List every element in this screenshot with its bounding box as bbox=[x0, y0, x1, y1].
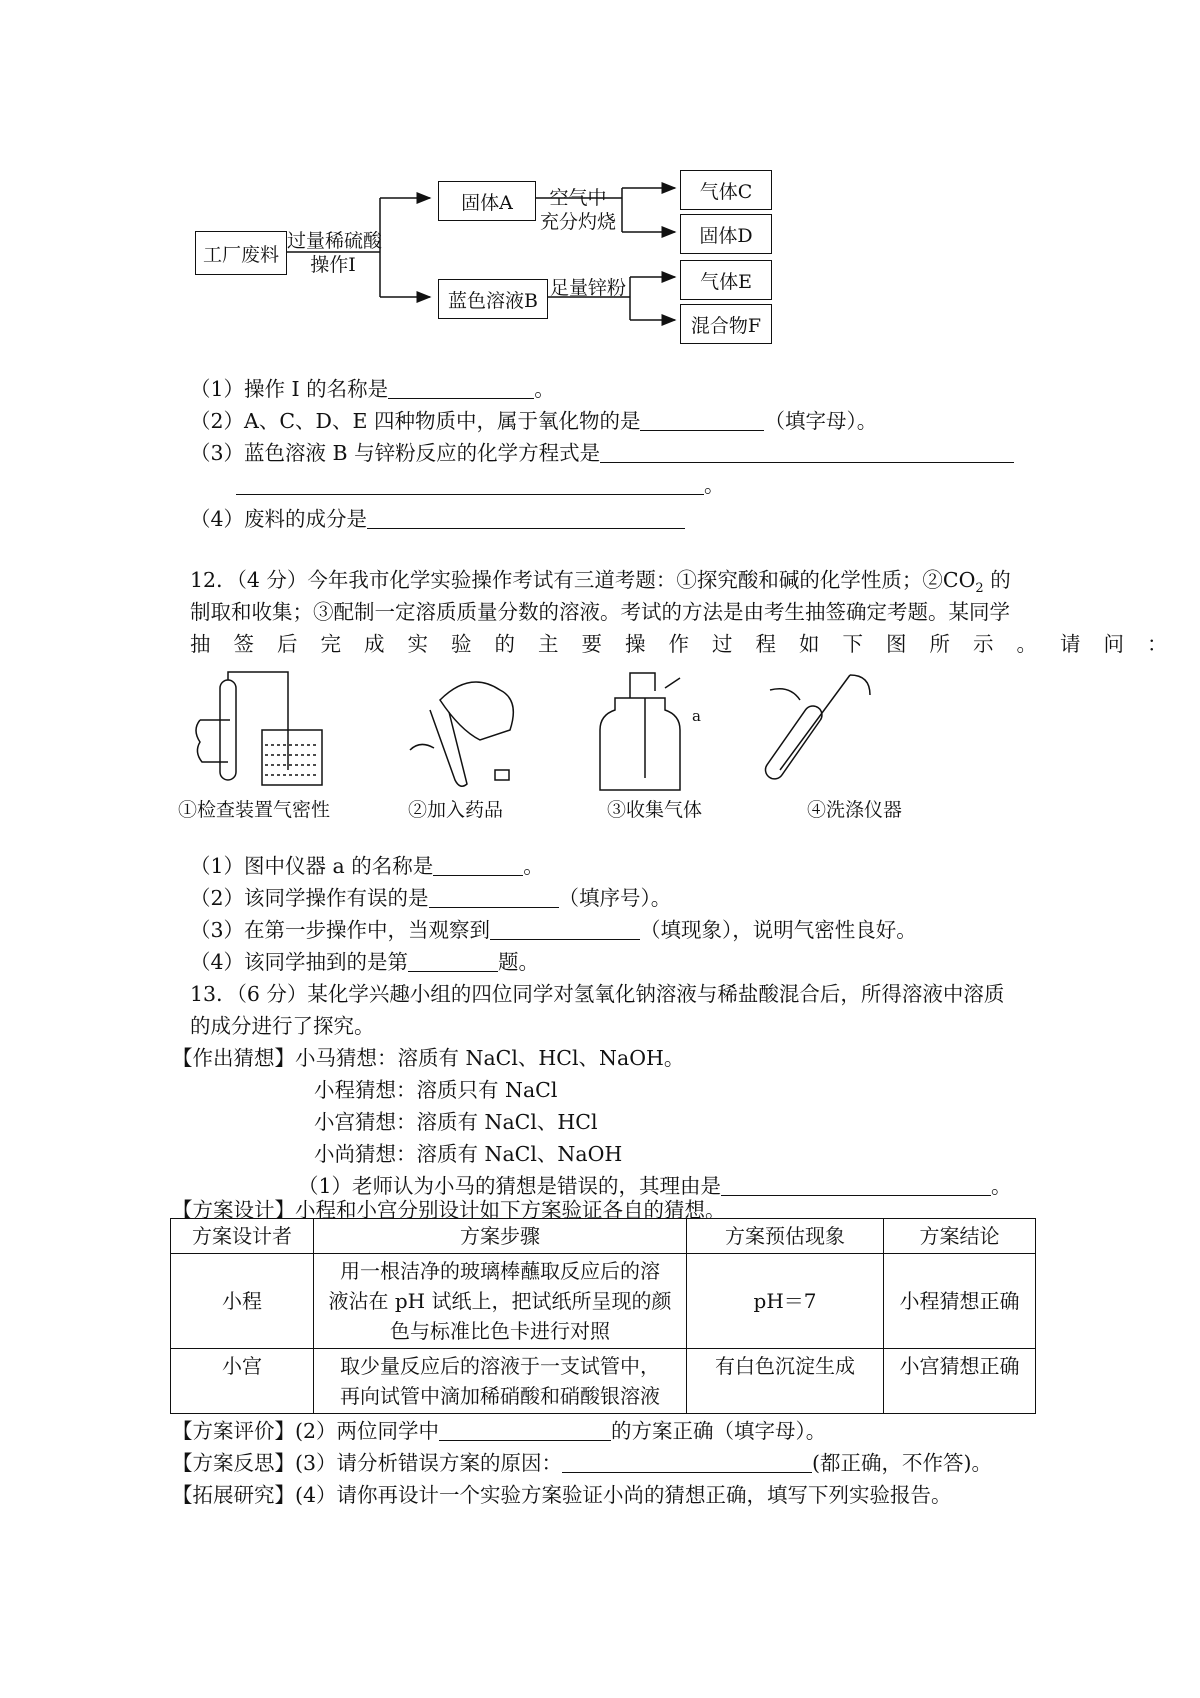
steps-cell bbox=[314, 1349, 687, 1414]
answer-blank[interactable] bbox=[236, 474, 704, 495]
q12-q3-text: （3）在第一步操作中，当观察到 bbox=[190, 918, 491, 942]
answer-blank[interactable] bbox=[562, 1452, 812, 1473]
caption-step-3: ③收集气体 bbox=[607, 799, 703, 821]
table-header: 方案结论 bbox=[884, 1219, 1036, 1254]
q12-subscript: 2 bbox=[975, 581, 984, 597]
q11-q1-text: （1）操作 I 的名称是 bbox=[190, 377, 389, 401]
flow-label-op1: 操作I bbox=[310, 254, 356, 276]
q11-question-3 bbox=[190, 436, 1014, 466]
table-row bbox=[171, 1254, 1036, 1349]
q12-question-1 bbox=[190, 849, 544, 879]
flow-blue-solution-b: 蓝色溶液B bbox=[438, 279, 548, 319]
table-header-row bbox=[171, 1219, 1036, 1254]
flow-solid-d: 固体D bbox=[680, 214, 772, 254]
q11-question-2 bbox=[190, 404, 877, 434]
answer-blank[interactable] bbox=[640, 410, 764, 431]
q12-question-3 bbox=[190, 913, 917, 943]
caption-step-1: ①检查装置气密性 bbox=[178, 799, 331, 821]
flow-gas-e: 气体E bbox=[680, 260, 772, 300]
washing-drawing bbox=[762, 675, 870, 782]
steps-cell bbox=[314, 1254, 687, 1349]
q13-evaluation bbox=[172, 1414, 826, 1444]
q13-extension: 【拓展研究】(4）请你再设计一个实验方案验证小尚的猜想正确，填写下列实验报告。 bbox=[172, 1483, 952, 1507]
q11-q3-text: （3）蓝色溶液 B 与锌粉反应的化学方程式是 bbox=[190, 441, 601, 465]
table-row bbox=[171, 1349, 1036, 1414]
caption-step-2: ②加入药品 bbox=[408, 799, 504, 821]
q12-q2-text: （2）该同学操作有误的是 bbox=[190, 886, 429, 910]
q11-question-4 bbox=[190, 502, 685, 532]
q12-question-4 bbox=[190, 945, 539, 975]
q13-guess-head: 【作出猜想】小马猜想：溶质有 NaCl、HCl、NaOH。 bbox=[172, 1046, 685, 1070]
answer-blank[interactable] bbox=[439, 1420, 611, 1441]
answer-blank[interactable] bbox=[429, 887, 559, 908]
table-header: 方案预估现象 bbox=[687, 1219, 884, 1254]
flowchart-connectors bbox=[0, 0, 1200, 360]
conclusion-cell: 小程猜想正确 bbox=[884, 1254, 1036, 1349]
answer-blank[interactable] bbox=[433, 855, 523, 876]
q11-q4-text: （4）废料的成分是 bbox=[190, 507, 368, 531]
answer-blank[interactable] bbox=[721, 1175, 991, 1196]
q13-reflect-text: 【方案反思】(3）请分析错误方案的原因： bbox=[172, 1451, 563, 1475]
flow-label-burn: 充分灼烧 bbox=[539, 211, 616, 233]
designer-cell: 小宫 bbox=[171, 1349, 314, 1414]
flow-label-zinc: 足量锌粉 bbox=[549, 277, 626, 299]
answer-blank[interactable] bbox=[600, 442, 1014, 463]
q13-q1-text: （1）老师认为小马的猜想是错误的，其理由是 bbox=[298, 1174, 722, 1198]
answer-blank[interactable] bbox=[490, 919, 640, 940]
flow-label-acid: 过量稀硫酸 bbox=[287, 230, 383, 252]
q12-question-2 bbox=[190, 881, 671, 911]
adding-reagent-drawing bbox=[410, 682, 513, 786]
conclusion-cell: 小宫猜想正确 bbox=[884, 1349, 1036, 1414]
phenomenon-cell: pH＝7 bbox=[687, 1254, 884, 1349]
step-line: 液沾在 pH 试纸上，把试纸所呈现的颜 bbox=[328, 1289, 672, 1313]
flow-gas-c: 气体C bbox=[680, 170, 772, 210]
q12-intro-2: 制取和收集；③配制一定溶质质量分数的溶液。考试的方法是由考生抽签确定考题。某同学 bbox=[190, 600, 1010, 624]
q11-question-1 bbox=[190, 372, 555, 402]
step-line: 取少量反应后的溶液于一支试管中， bbox=[340, 1354, 660, 1378]
q12-intro-end: 的 bbox=[983, 568, 1011, 592]
q11-q2-text: （2）A、C、D、E 四种物质中，属于氧化物的是 bbox=[190, 409, 641, 433]
q13-guess-2: 小程猜想：溶质只有 NaCl bbox=[314, 1078, 558, 1102]
q11-question-3-cont bbox=[236, 468, 725, 498]
answer-blank[interactable] bbox=[408, 951, 498, 972]
q13-reflection bbox=[172, 1446, 992, 1476]
caption-step-4: ④洗涤仪器 bbox=[807, 799, 903, 821]
q12-q4-end: 题。 bbox=[498, 950, 540, 974]
experiment-illustrations bbox=[170, 670, 970, 800]
step-line: 用一根洁净的玻璃棒蘸取反应后的溶 bbox=[340, 1259, 660, 1283]
q12-q4-text: （4）该同学抽到的是第 bbox=[190, 950, 409, 974]
step-line: 色与标准比色卡进行对照 bbox=[390, 1319, 610, 1343]
flow-label-air: 空气中 bbox=[549, 187, 607, 209]
table-header: 方案设计者 bbox=[171, 1219, 314, 1254]
q11-q2-end: （填字母）。 bbox=[764, 409, 878, 433]
flow-label-operation-1 bbox=[287, 229, 383, 277]
q13-eval-text: 【方案评价】(2）两位同学中 bbox=[172, 1419, 440, 1443]
instrument-label-a: a bbox=[692, 707, 701, 725]
q12-q2-end: （填序号）。 bbox=[558, 886, 672, 910]
q13-reflect-end: (都正确，不作答)。 bbox=[812, 1451, 993, 1475]
q13-eval-end: 的方案正确（填字母）。 bbox=[611, 1419, 827, 1443]
step-line: 再向试管中滴加稀硝酸和硝酸银溶液 bbox=[340, 1384, 660, 1408]
q13-q1-end: 。 bbox=[991, 1174, 1012, 1198]
q12-q1-end: 。 bbox=[523, 854, 544, 878]
phenomenon-cell: 有白色沉淀生成 bbox=[687, 1349, 884, 1414]
q13-guess-4: 小尚猜想：溶质有 NaCl、NaOH bbox=[314, 1142, 623, 1166]
q13-intro-1: 13．（6 分）某化学兴趣小组的四位同学对氢氧化钠溶液与稀盐酸混合后，所得溶液中溶质 bbox=[190, 982, 1005, 1006]
flow-mixture-f: 混合物F bbox=[680, 304, 772, 344]
flow-label-burning bbox=[532, 186, 624, 234]
q13-guess-3: 小宫猜想：溶质有 NaCl、HCl bbox=[314, 1110, 598, 1134]
q12-intro-1 bbox=[190, 563, 1011, 596]
q12-q1-text: （1）图中仪器 a 的名称是 bbox=[190, 854, 434, 878]
q12-intro-3: 抽签后完成实验的主要操作过程如下图所示。请问： bbox=[190, 632, 1191, 656]
q12-intro-text: 12．（4 分）今年我市化学实验操作考试有三道考题：①探究酸和碱的化学性质；②CO bbox=[190, 568, 976, 592]
q11-q1-end: 。 bbox=[534, 377, 555, 401]
q12-q3-end: （填现象），说明气密性良好。 bbox=[640, 918, 917, 942]
answer-blank[interactable] bbox=[388, 378, 534, 399]
q13-intro-2: 的成分进行了探究。 bbox=[190, 1014, 375, 1038]
designer-cell: 小程 bbox=[171, 1254, 314, 1349]
flow-factory-waste: 工厂废料 bbox=[195, 231, 287, 275]
q11-q3-end: 。 bbox=[704, 473, 725, 497]
airtightness-check-drawing bbox=[196, 672, 322, 785]
plan-table bbox=[170, 1218, 1036, 1414]
answer-blank[interactable] bbox=[367, 508, 685, 529]
gas-collection-drawing bbox=[600, 673, 680, 790]
table-header: 方案步骤 bbox=[314, 1219, 687, 1254]
q13-design: 【方案设计】小程和小宫分别设计如下方案验证各自的猜想。 bbox=[172, 1198, 726, 1222]
flow-solid-a: 固体A bbox=[438, 181, 536, 221]
